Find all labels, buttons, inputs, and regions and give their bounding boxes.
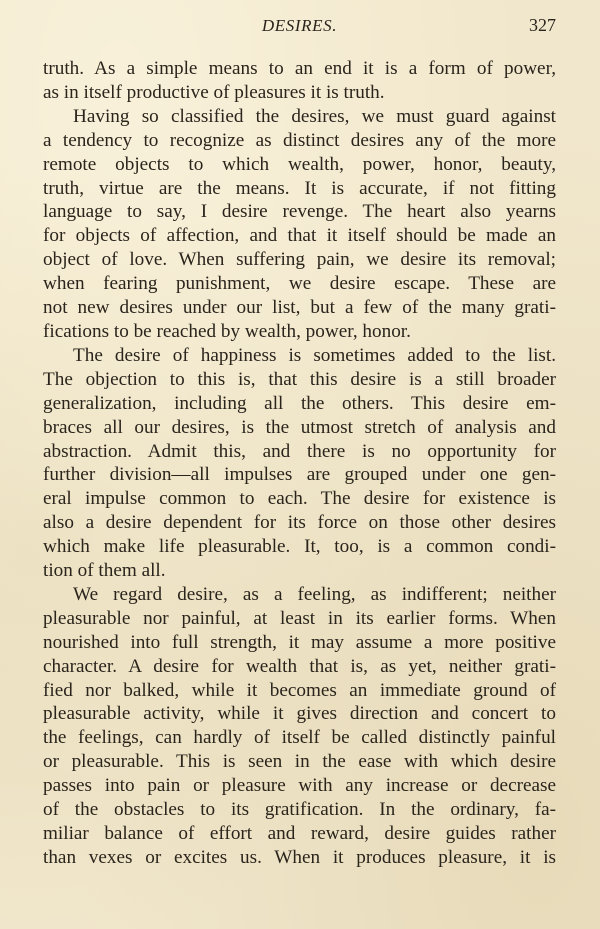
text-line: language to say, I desire revenge. The heart also yearns <box>43 201 556 223</box>
text-line: not new desires under our list, but a few of the many grati- <box>43 297 556 319</box>
text-line: The objection to this is, that this desire is a still broader <box>43 368 556 390</box>
text-line: truth. As a simple means to an end it is a form of power, <box>43 58 556 79</box>
body-text <box>43 57 556 870</box>
text-line: passes into pain or pleasure with any increase or decrease <box>43 775 556 797</box>
text-line: fications to be reached by wealth, power, honor. <box>43 320 411 342</box>
text-line: We regard desire, as a feeling, as indifferent; neither <box>73 583 556 605</box>
text-line: character. A desire for wealth that is, as yet, neither grati- <box>43 655 556 677</box>
text-line: the feelings, can hardly of itself be called distinctly painful <box>43 727 556 749</box>
text-line: fied nor balked, while it becomes an immediate ground of <box>43 679 556 701</box>
text-line: pleasurable nor painful, at least in its earlier forms. When <box>43 607 556 629</box>
text-line: miliar balance of effort and reward, desire guides rather <box>43 823 556 844</box>
text-line: as in itself productive of pleasures it is truth. <box>43 81 385 103</box>
text-line: further division—all impulses are grouped under one gen- <box>43 464 556 486</box>
text-line: or pleasurable. This is seen in the ease with which desire <box>43 751 556 773</box>
text-line: Having so classified the desires, we must guard against <box>73 105 556 127</box>
text-line: The desire of happiness is sometimes added to the list. <box>73 344 556 366</box>
text-line: also a desire dependent for its force on those other desires <box>43 512 556 534</box>
chapter-title: DESIRES. <box>261 16 338 35</box>
text-line: eral impulse common to each. The desire for existence is <box>43 488 556 510</box>
text-line: nourished into full strength, it may assume a more positive <box>43 631 556 653</box>
running-head <box>43 14 556 38</box>
text-line: generalization, including all the others. This desire em- <box>43 392 556 414</box>
text-line: braces all our desires, is the utmost stretch of analysis and <box>43 416 556 438</box>
text-line: tion of them all. <box>43 560 166 582</box>
text-line: than vexes or excites us. When it produces pleasure, it is <box>43 846 556 868</box>
text-line: pleasurable activity, while it gives direction and concert to <box>43 703 556 725</box>
text-line: for objects of affection, and that it itself should be made an <box>43 225 556 247</box>
page-number: 327 <box>529 15 556 35</box>
text-line: which make life pleasurable. It, too, is a common condi- <box>43 536 556 558</box>
text-line: of the obstacles to its gratification. In the ordinary, fa- <box>43 799 556 821</box>
text-line: when fearing punishment, we desire escape. These are <box>43 273 556 295</box>
text-line: abstraction. Admit this, and there is no opportunity for <box>43 440 556 462</box>
text-line: a tendency to recognize as distinct desires any of the more <box>43 129 556 151</box>
text-line: truth, virtue are the means. It is accurate, if not fitting <box>43 177 556 199</box>
text-line: object of love. When suffering pain, we desire its removal; <box>43 249 556 271</box>
text-line: remote objects to which wealth, power, honor, beauty, <box>43 153 556 175</box>
